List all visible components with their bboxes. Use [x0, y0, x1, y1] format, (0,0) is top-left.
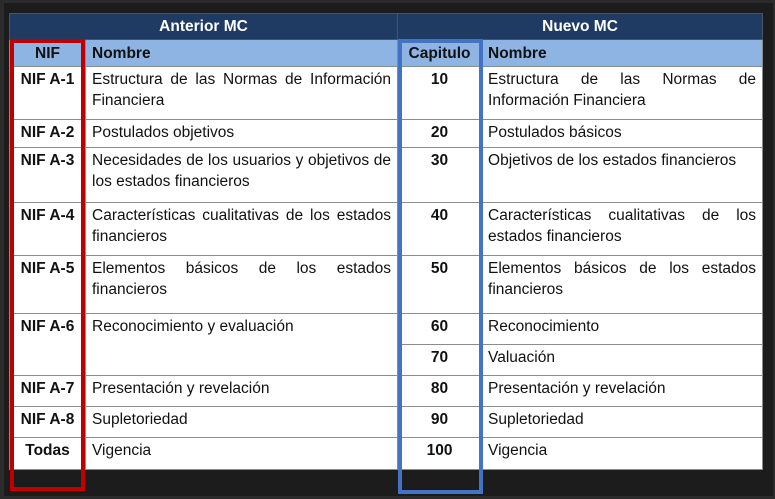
nombre-anterior-cell: Necesidades de los usuarios y objetivos de los estados financieros — [86, 148, 398, 203]
capitulo-cell: 40 — [398, 203, 482, 256]
capitulo-cell: 50 — [398, 256, 482, 314]
nombre-nuevo-cell: Supletoriedad — [482, 407, 763, 438]
table-row — [10, 438, 763, 470]
capitulo-column-header: Capitulo — [398, 40, 482, 67]
nombre-anterior-cell: Vigencia — [86, 438, 398, 470]
nombre-anterior-cell: Postulados objetivos — [86, 120, 398, 148]
nombre-anterior-column-header: Nombre — [86, 40, 398, 67]
capitulo-cell: 70 — [398, 345, 482, 376]
nombre-nuevo-cell: Presentación y revelación — [482, 376, 763, 407]
nombre-nuevo-cell: Elementos básicos de los estados financieros — [482, 256, 763, 314]
nif-cell: NIF A-3 — [10, 148, 86, 203]
nif-cell: NIF A-1 — [10, 67, 86, 120]
nombre-nuevo-cell: Características cualitativas de los estados financieros — [482, 203, 763, 256]
nombre-anterior-cell: Presentación y revelación — [86, 376, 398, 407]
table-row — [10, 407, 763, 438]
capitulo-cell: 10 — [398, 67, 482, 120]
nif-cell: Todas — [10, 438, 86, 470]
table-row — [10, 203, 763, 256]
nombre-anterior-cell: Elementos básicos de los estados financieros — [86, 256, 398, 314]
nombre-anterior-cell: Reconocimiento y evaluación — [86, 314, 398, 376]
table-row — [10, 67, 763, 120]
table-row — [10, 148, 763, 203]
nombre-nuevo-cell: Objetivos de los estados financieros — [482, 148, 763, 203]
capitulo-cell: 30 — [398, 148, 482, 203]
capitulo-cell: 60 — [398, 314, 482, 345]
capitulo-cell: 20 — [398, 120, 482, 148]
capitulo-cell: 80 — [398, 376, 482, 407]
nombre-anterior-cell: Supletoriedad — [86, 407, 398, 438]
capitulo-cell: 100 — [398, 438, 482, 470]
nombre-nuevo-cell: Vigencia — [482, 438, 763, 470]
capitulo-cell: 90 — [398, 407, 482, 438]
nombre-nuevo-column-header: Nombre — [482, 40, 763, 67]
nif-cell: NIF A-5 — [10, 256, 86, 314]
table-row — [10, 120, 763, 148]
nombre-anterior-cell: Estructura de las Normas de Información Financiera — [86, 67, 398, 120]
table-row — [10, 314, 763, 345]
nif-cell: NIF A-2 — [10, 120, 86, 148]
anterior-mc-header: Anterior MC — [10, 14, 398, 40]
nif-cell: NIF A-8 — [10, 407, 86, 438]
nif-cell: NIF A-7 — [10, 376, 86, 407]
nombre-nuevo-cell: Reconocimiento — [482, 314, 763, 345]
table-row — [10, 376, 763, 407]
nombre-nuevo-cell: Postulados básicos — [482, 120, 763, 148]
nombre-anterior-cell: Características cualitativas de los estados financieros — [86, 203, 398, 256]
nif-comparison-table — [9, 13, 763, 470]
nif-column-header: NIF — [10, 40, 86, 67]
nombre-nuevo-cell: Estructura de las Normas de Información Financiera — [482, 67, 763, 120]
table-row — [10, 256, 763, 314]
nuevo-mc-header: Nuevo MC — [398, 14, 763, 40]
nif-cell: NIF A-6 — [10, 314, 86, 376]
nombre-nuevo-cell: Valuación — [482, 345, 763, 376]
nif-cell: NIF A-4 — [10, 203, 86, 256]
